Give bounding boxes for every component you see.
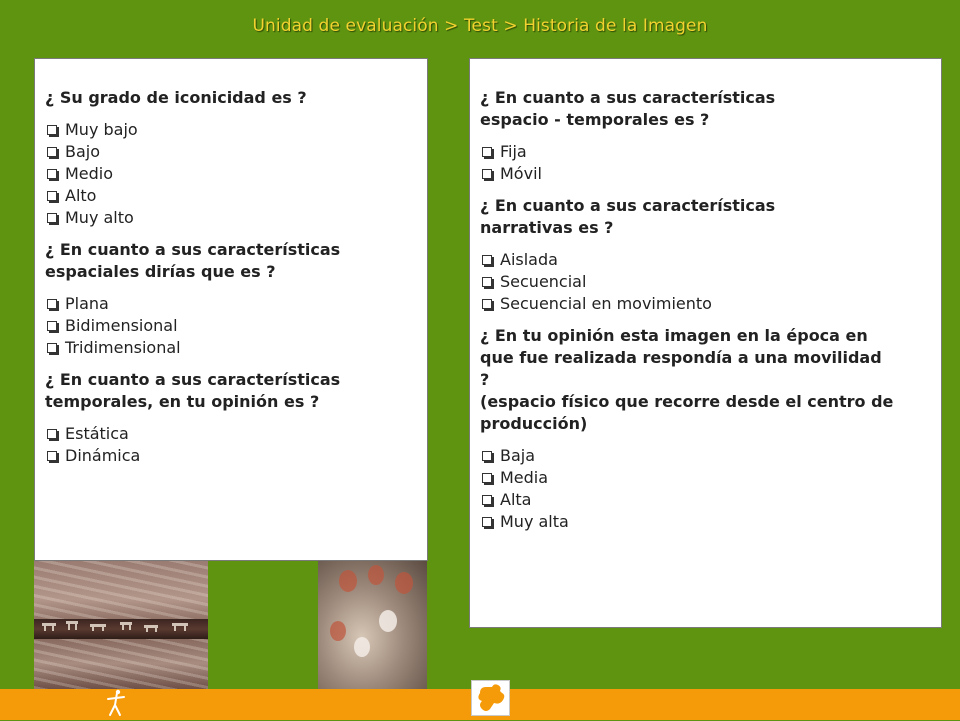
right-question-panel [469, 58, 942, 628]
options-list [45, 119, 417, 229]
checkbox-icon[interactable] [482, 495, 492, 505]
option-label: Plana [65, 294, 109, 313]
puzzle-logo-icon[interactable] [471, 680, 510, 716]
checkbox-icon[interactable] [482, 473, 492, 483]
question-block [45, 87, 417, 229]
option-label: Tridimensional [65, 338, 181, 357]
checkbox-icon[interactable] [47, 299, 57, 309]
option-label: Dinámica [65, 446, 141, 465]
question-iconicity: ¿ Su grado de iconicidad es ? [45, 88, 307, 107]
option-label: Secuencial en movimiento [500, 294, 712, 313]
option-label: Baja [500, 446, 536, 465]
rock-art-hands-image [318, 561, 427, 689]
option-label: Muy alto [65, 208, 134, 227]
question-temporal: ¿ En cuanto a sus características temporales, en tu opinión es ? [45, 370, 341, 411]
option-estatica[interactable] [45, 423, 417, 445]
option-dinamica[interactable] [45, 445, 417, 467]
question-block [480, 87, 931, 185]
option-movil[interactable] [480, 163, 931, 185]
option-label: Bidimensional [65, 316, 178, 335]
option-label: Estática [65, 424, 129, 443]
checkbox-icon[interactable] [47, 451, 57, 461]
option-muy-alta[interactable] [480, 511, 931, 533]
question-mobility-note: (espacio físico que recorre desde el centro de producción) [480, 392, 894, 433]
option-medio[interactable] [45, 163, 417, 185]
rock-art-petroglyph-image [34, 561, 208, 689]
option-label: Muy bajo [65, 120, 138, 139]
option-label: Medio [65, 164, 114, 183]
option-baja[interactable] [480, 445, 931, 467]
question-spatiotemporal: ¿ En cuanto a sus características espacio - temporales es ? [480, 88, 776, 129]
question-mobility: ¿ En tu opinión esta imagen en la época en que fue realizada respondía a una movilidad ? [480, 326, 882, 389]
options-list [480, 249, 931, 315]
options-list [480, 445, 931, 533]
option-secuencial-movimiento[interactable] [480, 293, 931, 315]
option-label: Secuencial [500, 272, 587, 291]
option-bajo[interactable] [45, 141, 417, 163]
options-list [45, 423, 417, 467]
checkbox-icon[interactable] [482, 255, 492, 265]
option-muy-bajo[interactable] [45, 119, 417, 141]
checkbox-icon[interactable] [47, 343, 57, 353]
question-spatial: ¿ En cuanto a sus características espaciales dirías que es ? [45, 240, 341, 281]
checkbox-icon[interactable] [47, 213, 57, 223]
option-label: Alto [65, 186, 97, 205]
option-label: Media [500, 468, 549, 487]
breadcrumb: Unidad de evaluación > Test > Historia de la Imagen [252, 16, 708, 36]
petroglyph-figures [34, 561, 208, 689]
option-bidimensional[interactable] [45, 315, 417, 337]
question-block [480, 195, 931, 315]
checkbox-icon[interactable] [47, 147, 57, 157]
option-secuencial[interactable] [480, 271, 931, 293]
hand-stencils [318, 561, 427, 689]
checkbox-icon[interactable] [47, 125, 57, 135]
option-label: Móvil [500, 164, 542, 183]
figure-logo-icon [104, 689, 130, 717]
checkbox-icon[interactable] [47, 429, 57, 439]
checkbox-icon[interactable] [47, 321, 57, 331]
option-label: Alta [500, 490, 532, 509]
checkbox-icon[interactable] [47, 191, 57, 201]
checkbox-icon[interactable] [482, 147, 492, 157]
left-question-panel [34, 58, 428, 561]
checkbox-icon[interactable] [482, 299, 492, 309]
checkbox-icon[interactable] [482, 277, 492, 287]
checkbox-icon[interactable] [47, 169, 57, 179]
question-block [45, 369, 417, 467]
question-narrative: ¿ En cuanto a sus características narrativas es ? [480, 196, 776, 237]
option-tridimensional[interactable] [45, 337, 417, 359]
option-media[interactable] [480, 467, 931, 489]
checkbox-icon[interactable] [482, 169, 492, 179]
option-label: Aislada [500, 250, 558, 269]
option-muy-alto[interactable] [45, 207, 417, 229]
question-block [45, 239, 417, 359]
options-list [45, 293, 417, 359]
option-alto[interactable] [45, 185, 417, 207]
checkbox-icon[interactable] [482, 517, 492, 527]
question-block [480, 325, 931, 533]
checkbox-icon[interactable] [482, 451, 492, 461]
option-label: Bajo [65, 142, 101, 161]
option-fija[interactable] [480, 141, 931, 163]
option-label: Fija [500, 142, 527, 161]
option-aislada[interactable] [480, 249, 931, 271]
option-plana[interactable] [45, 293, 417, 315]
option-label: Muy alta [500, 512, 569, 531]
options-list [480, 141, 931, 185]
option-alta[interactable] [480, 489, 931, 511]
